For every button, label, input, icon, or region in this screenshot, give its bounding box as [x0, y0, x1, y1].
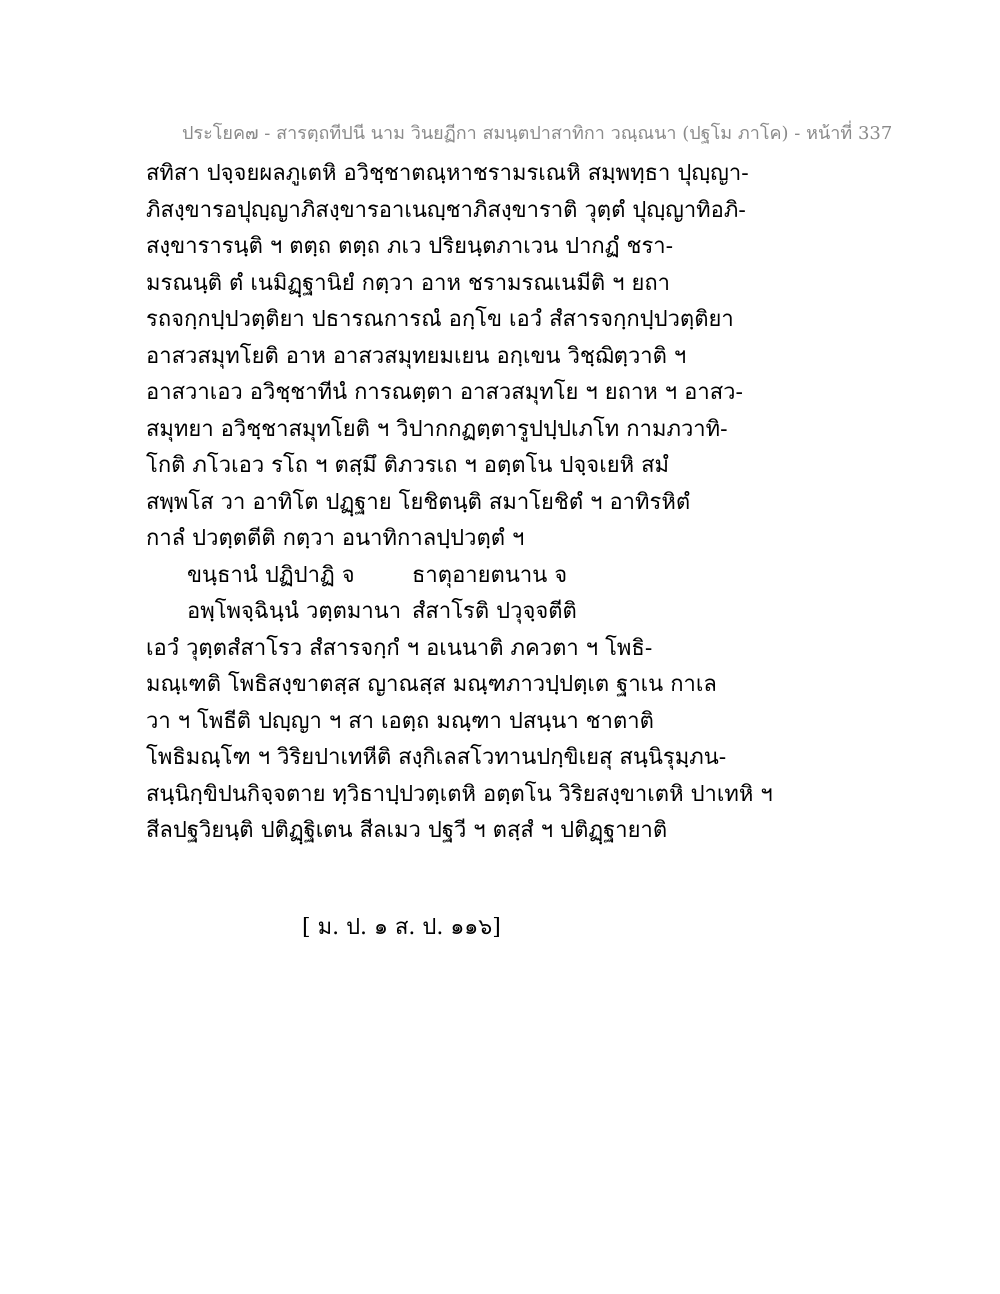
verse-first-half: อพฺโพจฺฉินฺนํ วตฺตมานา [187, 599, 402, 624]
verse-line [146, 558, 866, 595]
body-text [146, 156, 866, 850]
text-line: มรณนฺติ ตํ เนมิฏฺฐานิยํ กตฺวา อาห ชรามรณเนมีติ ฯ ยถา [146, 270, 671, 296]
text-line: สีลปฐวิยนฺติ ปติฏฺฐิเตน สีลเมว ปฐวี ฯ ตสฺสํ ฯ ปติฏฺฐายาติ [146, 818, 668, 843]
text-line: อาสวสมุทโยติ อาห อาสวสมุทยมเยน อกฺเขน วิชฺฌิตฺวาติ ฯ [146, 343, 687, 369]
text-line: อาสวาเอว อวิชฺชาทีนํ การณตฺตา อาสวสมุทโย ฯ ยถาห ฯ อาสว- [146, 380, 743, 405]
text-line: สทิสา ปจฺจยผลภูเตหิ อวิชฺชาตณฺหาชรามรเณหิ สมฺพทฺธา ปุญฺญา- [146, 161, 749, 186]
verse-line [146, 594, 866, 631]
text-line: สพฺพโส วา อาทิโต ปฏฺฐาย โยชิตนฺติ สมาโยชิตํ ฯ อาทิรหิตํ [146, 489, 691, 515]
text-line: มณฺเฑติ โพธิสงฺขาตสฺส ญาณสฺส มณฺฑภาวปฺปตฺเต ฐาเน กาเล [146, 672, 717, 697]
text-line: สนฺนิกฺขิปนกิจฺจตาย ทฺวิธาปฺปวตฺเตหิ อตฺตโน วิริยสงฺขาเตหิ ปาเทหิ ฯ [146, 781, 773, 807]
text-line: เอวํ วุตฺตสํสาโรว สํสารจกฺกํ ฯ อเนนาติ ภควตา ฯ โพธิ- [146, 635, 653, 661]
text-line: สงฺขารารนฺติ ฯ ตตฺถ ตตฺถ ภเว ปริยนฺตภาเวน ปากฏํ ชรา- [146, 234, 674, 259]
verse-second-half: ธาตุอายตนาน จ [412, 562, 568, 588]
text-line: รถจกฺกปฺปวตฺติยา ปธารณการณํ อกฺโข เอวํ สํสารจกฺกปฺปวตฺติยา [146, 307, 734, 332]
running-header: ประโยค๗ - สารตฺถทีปนี นาม วินยฏีกา สมนฺตปาสาทิกา วณฺณนา (ปฐโม ภาโค) - หน้าที่ 337 [182, 123, 893, 144]
text-line: โพธิมณฺโฑ ฯ วิริยปาเทหีติ สงฺกิเลสโวทานปกฺขิเยสุ สนฺนิรุมฺภน- [146, 745, 727, 770]
verse-first-half: ขนฺธานํ ปฏิปาฏิ จ [187, 562, 355, 588]
text-line: โกติ ภโวเอว รโถ ฯ ตสฺมึ ติภวรเถ ฯ อตฺตโน ปจฺจเยหิ สมํ [146, 453, 670, 478]
page-reference: [ ม. ป. ๑ ส. ป. ๑๑๖] [302, 915, 501, 940]
text-line: วา ฯ โพธีติ ปญฺญา ฯ สา เอตฺถ มณฺฑา ปสนฺนา ชาตาติ [146, 708, 654, 734]
text-line: กาลํ ปวตฺตตีติ กตฺวา อนาทิกาลปฺปวตฺตํ ฯ [146, 526, 525, 551]
verse-second-half: สํสาโรติ ปวุจฺจตีติ [412, 599, 577, 624]
text-line: ภิสงฺขารอปุญฺญาภิสงฺขารอาเนญฺชาภิสงฺขาราติ วุตฺตํ ปุญฺญาทิอภิ- [146, 197, 746, 223]
text-line: สมุทยา อวิชฺชาสมุทโยติ ฯ วิปากกฏตฺตารูปปฺปเภโท กามภวาทิ- [146, 416, 728, 442]
